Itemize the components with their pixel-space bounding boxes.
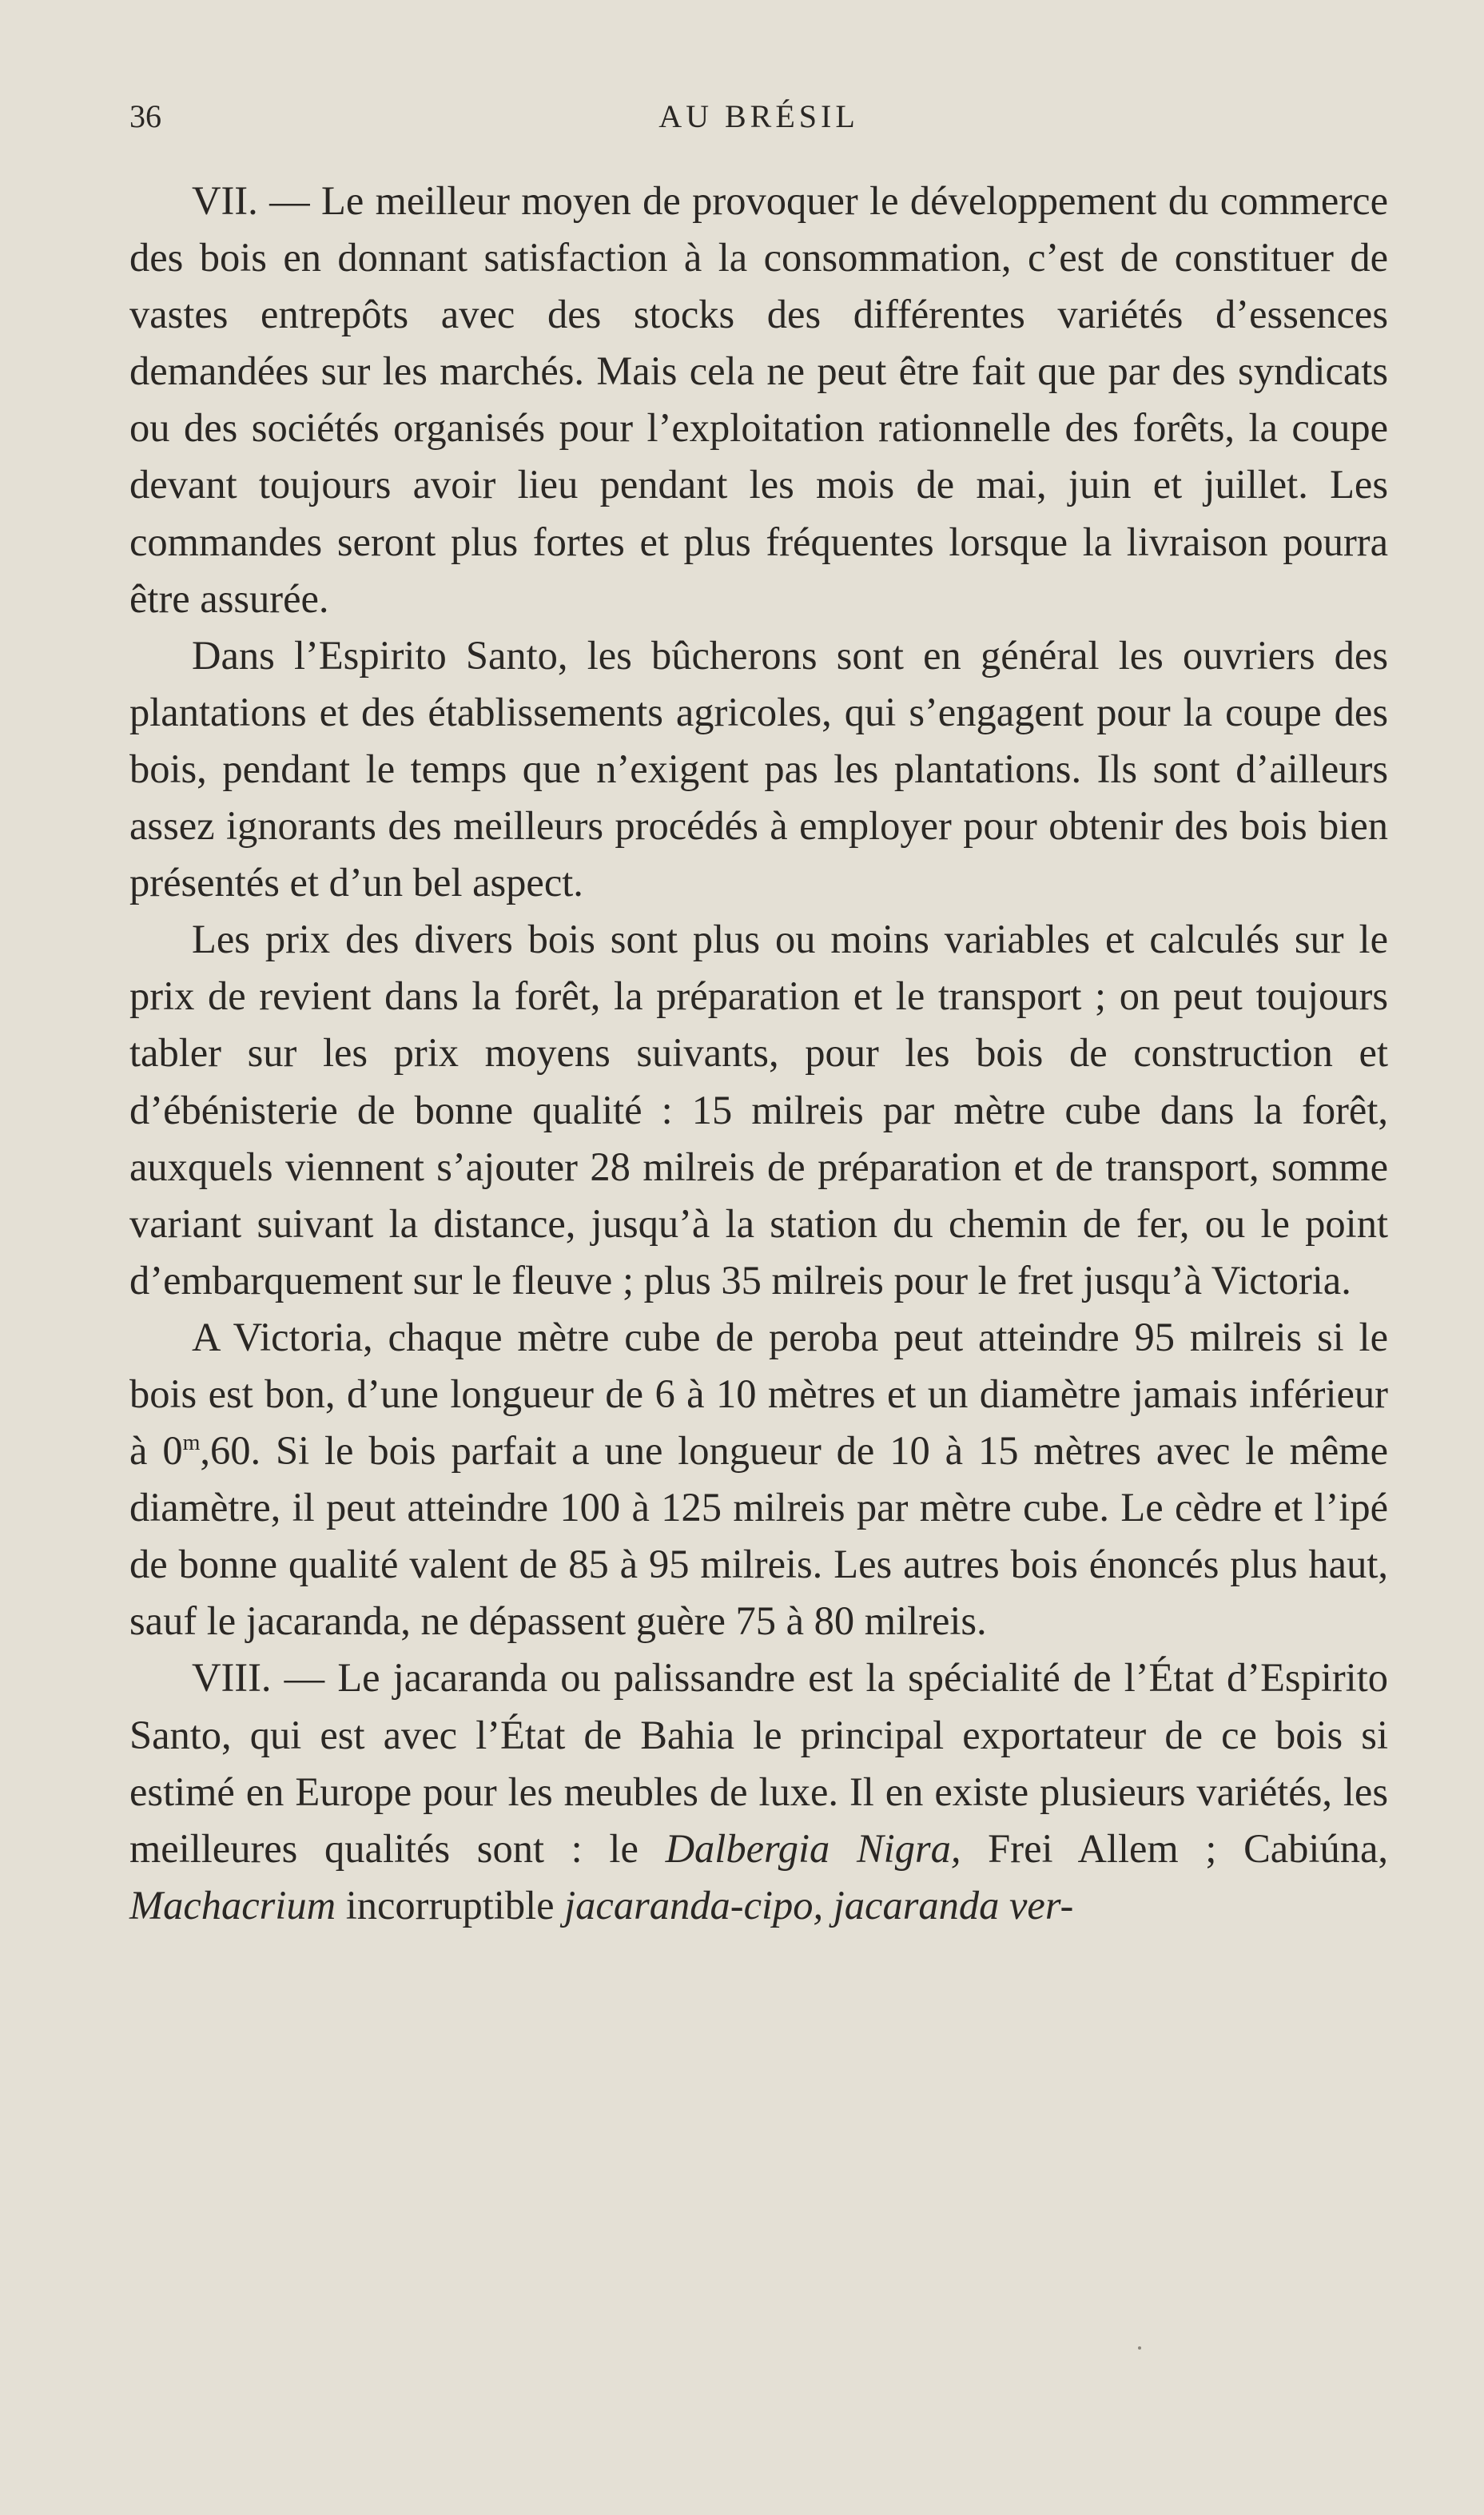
paragraph-bucherons: Dans l’Espirito Santo, les bûcherons sont en général les ouvriers des plantations et des établissements agricoles, qui s’engagent pour la coupe des bois, pendant le temps que n’exigent pas les plantations. Ils sont d’ailleurs assez ignorants des meilleurs procédés à employer pour obtenir des bois bien présentés et d’un bel aspect. <box>129 632 1388 905</box>
page-header <box>129 97 1388 145</box>
dalbergia-nigra-term: Dalbergia Nigra, <box>665 1825 961 1871</box>
jacaranda-text-c: incorruptible <box>336 1882 565 1928</box>
running-title: AU BRÉSIL <box>658 98 859 134</box>
jacaranda-text-b: Frei Allem ; Cabiúna, <box>961 1825 1389 1871</box>
paragraph-victoria-peroba <box>129 1309 1388 1650</box>
paragraph-prix-des-bois: Les prix des divers bois sont plus ou moins variables et calculés sur le prix de revient dans la forêt, la préparation et le transport ; on peut toujours tabler sur les prix moyens suivants, pour les bois de construction et d’ébénisterie de bonne qualité : 15 milreis par mètre cube dans la forêt, auxquels viennent s’ajouter 28 milreis de préparation et de transport, somme variant suivant la distance, jusqu’à la station du chemin de fer, ou le point d’embarquement sur le fleuve ; plus 35 milreis pour le fret jusqu’à Victoria. <box>129 917 1388 1303</box>
paragraph-viii-jacaranda <box>129 1649 1388 1933</box>
jacaranda-text-a: VIII. — Le jacaranda ou palissandre est la spécialité de l’État d’Espirito Santo, qui est avec l’État de Bahia le principal exportateur de ce bois si estimé en Europe pour les meubles de luxe. Il en existe plusieurs variétés, les meilleures qualités sont : le <box>129 1655 1388 1871</box>
machacrium-term: Machacrium <box>129 1882 336 1928</box>
body-text <box>129 173 1388 1934</box>
paper-speck <box>1138 2346 1141 2350</box>
victoria-text-start: A Victoria, chaque mètre cube de peroba peut atteindre 95 milreis si le bois est bon, d’une longueur de 6 à 10 mètres et un diamètre jamais inférieur à 0 <box>129 1314 1388 1474</box>
paragraph-vii-entrepots: VII. — Le meilleur moyen de provoquer le développement du commerce des bois en donnant satisfaction à la consommation, c’est de constituer de vastes entrepôts avec des stocks des différentes variétés d’essences demandées sur les marchés. Mais cela ne peut être fait que par des syndicats ou des sociétés organisés pour l’exploitation rationnelle des forêts, la coupe devant toujours avoir lieu pendant les mois de mai, juin et juillet. Les commandes seront plus fortes et plus fréquentes lorsque la livraison pourra être assurée. <box>129 178 1388 621</box>
meter-superscript: m <box>182 1431 201 1456</box>
page-number: 36 <box>129 98 161 134</box>
jacaranda-cipo-term: jacaranda-cipo, jacaranda ver- <box>564 1882 1074 1928</box>
victoria-text-end: ,60. Si le bois parfait a une longueur de 10 à 15 mètres avec le même diamètre, il peut atteindre 100 à 125 milreis par mètre cube. Le cèdre et l’ipé de bonne qualité valent de 85 à 95 milreis. Les autres bois énoncés plus haut, sauf le jacaranda, ne dépassent guère 75 à 80 milreis. <box>129 1428 1389 1644</box>
